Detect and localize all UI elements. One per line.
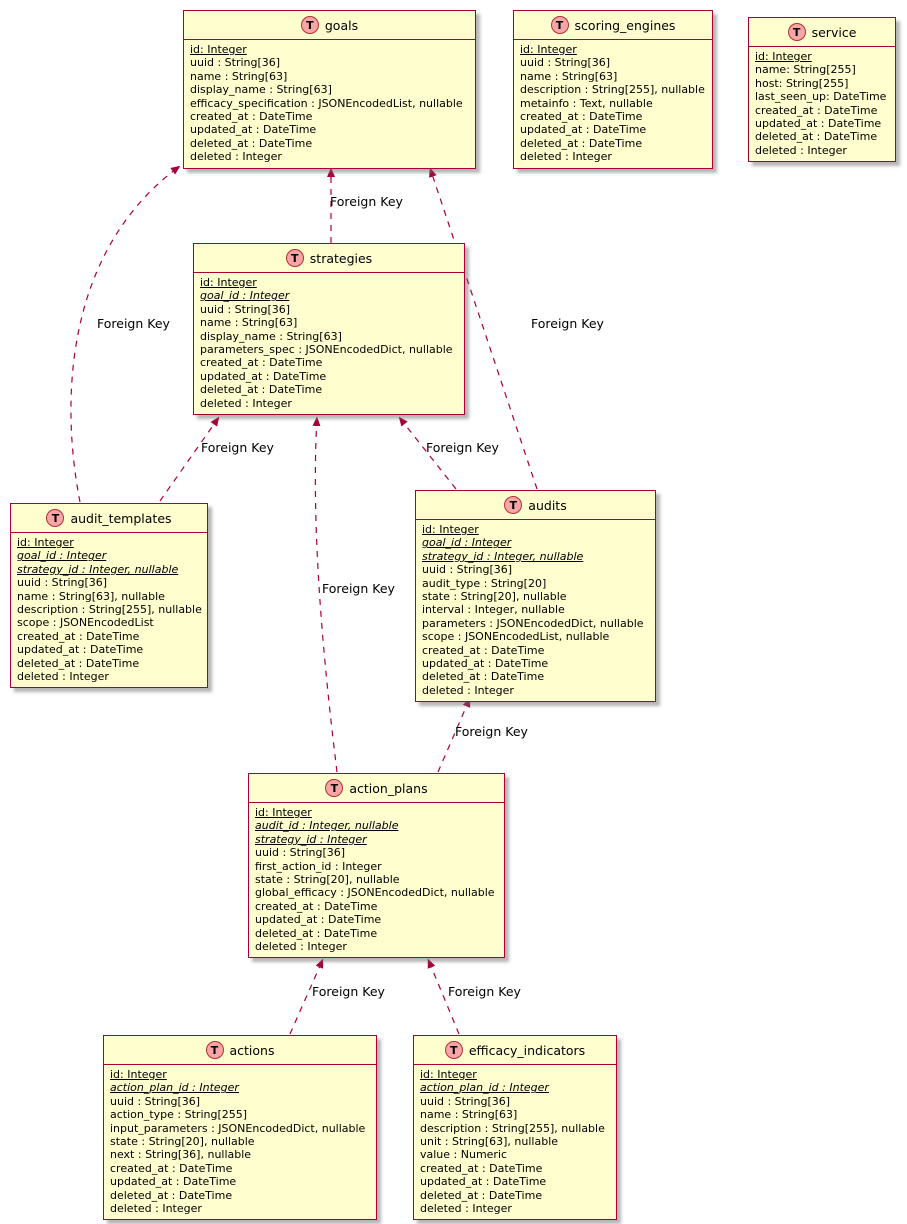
- relation-label-audit_templates-to-goals: Foreign Key: [97, 316, 170, 331]
- field-row: id: Integer: [200, 276, 257, 289]
- field-row: state : String[20], nullable: [422, 590, 567, 604]
- table-header-action_plans: [249, 774, 504, 803]
- field-row: name: String[255]: [755, 63, 856, 77]
- field-row: host: String[255]: [755, 76, 849, 90]
- field-row: goal_id : Integer: [200, 289, 290, 303]
- field-row: deleted : Integer: [190, 150, 282, 164]
- field-row: deleted_at : DateTime: [422, 670, 545, 684]
- table-icon: T: [301, 16, 319, 34]
- field-row: created_at : DateTime: [520, 110, 643, 124]
- table-fields: [184, 40, 475, 168]
- field-row: parameters_spec : JSONEncodedDict, nullable: [200, 343, 453, 357]
- table-title: service: [811, 24, 857, 40]
- table-title: actions: [229, 1042, 275, 1058]
- field-row: uuid : String[36]: [422, 563, 513, 577]
- table-service: [748, 17, 896, 162]
- field-row: id: Integer: [255, 806, 312, 819]
- field-row: updated_at : DateTime: [420, 1175, 547, 1189]
- field-row: description : String[255], nullable: [520, 83, 705, 97]
- field-row: id: Integer: [190, 43, 247, 56]
- field-row: metainfo : Text, nullable: [520, 96, 653, 110]
- field-row: first_action_id : Integer: [255, 859, 382, 873]
- field-row: audit_id : Integer, nullable: [255, 819, 399, 833]
- relation-label-audits-to-goals: Foreign Key: [531, 316, 604, 331]
- field-row: name : String[63]: [200, 316, 298, 330]
- field-row: goal_id : Integer: [17, 549, 107, 563]
- field-row: scope : JSONEncodedList, nullable: [422, 630, 610, 644]
- field-row: strategy_id : Integer: [255, 832, 367, 846]
- table-efficacy_indicators: [413, 1035, 617, 1220]
- field-row: display_name : String[63]: [190, 83, 332, 97]
- field-row: created_at : DateTime: [420, 1161, 543, 1175]
- field-row: id: Integer: [520, 43, 577, 56]
- relation-audit_templates-to-strategies: [160, 417, 219, 501]
- table-header-strategies: [194, 244, 464, 273]
- field-row: id: Integer: [110, 1068, 167, 1081]
- field-row: description : String[255], nullable: [420, 1121, 605, 1135]
- field-row: last_seen_up: DateTime: [755, 90, 887, 104]
- field-row: interval : Integer, nullable: [422, 603, 565, 617]
- table-icon: T: [504, 496, 522, 514]
- relation-label-audit_templates-to-strategies: Foreign Key: [201, 440, 274, 455]
- field-row: state : String[20], nullable: [110, 1135, 255, 1149]
- field-row: name : String[63]: [420, 1108, 518, 1122]
- field-row: deleted_at : DateTime: [420, 1188, 543, 1202]
- table-title: action_plans: [349, 780, 428, 796]
- field-row: updated_at : DateTime: [17, 643, 144, 657]
- table-header-audits: [416, 491, 655, 520]
- field-row: created_at : DateTime: [110, 1161, 233, 1175]
- relation-label-action_plans-to-strategies: Foreign Key: [322, 581, 395, 596]
- relation-label-strategies-to-goals: Foreign Key: [330, 194, 403, 209]
- table-fields: [11, 533, 207, 687]
- field-row: deleted_at : DateTime: [520, 136, 643, 150]
- table-title: goals: [324, 17, 359, 33]
- table-icon: T: [445, 1041, 463, 1059]
- field-row: efficacy_specification : JSONEncodedList, nullable: [190, 96, 463, 110]
- table-icon: T: [788, 23, 806, 41]
- field-row: deleted : Integer: [200, 396, 292, 410]
- field-row: deleted_at : DateTime: [17, 656, 140, 670]
- field-row: value : Numeric: [420, 1148, 508, 1162]
- field-row: uuid : String[36]: [110, 1094, 201, 1108]
- field-row: unit : String[63], nullable: [420, 1135, 559, 1149]
- field-row: deleted : Integer: [255, 940, 347, 954]
- table-fields: [104, 1065, 376, 1219]
- relation-label-audits-to-strategies: Foreign Key: [426, 440, 499, 455]
- field-row: created_at : DateTime: [200, 356, 323, 370]
- table-icon: T: [551, 16, 569, 34]
- field-row: updated_at : DateTime: [755, 117, 882, 131]
- field-row: id: Integer: [420, 1068, 477, 1081]
- table-header-scoring_engines: [514, 11, 712, 40]
- table-title: strategies: [309, 250, 373, 266]
- field-row: action_plan_id : Integer: [110, 1081, 239, 1095]
- field-row: created_at : DateTime: [422, 643, 545, 657]
- field-row: deleted : Integer: [520, 150, 612, 164]
- field-row: updated_at : DateTime: [200, 369, 327, 383]
- field-row: audit_type : String[20]: [422, 576, 547, 590]
- field-row: id: Integer: [422, 523, 479, 536]
- table-title: audits: [528, 497, 567, 513]
- field-row: global_efficacy : JSONEncodedDict, nullable: [255, 886, 495, 900]
- field-row: updated_at : DateTime: [190, 123, 317, 137]
- relation-label-efficacy_indicators-to-action_plans: Foreign Key: [448, 984, 521, 999]
- field-row: deleted_at : DateTime: [255, 926, 378, 940]
- field-row: updated_at : DateTime: [110, 1175, 237, 1189]
- field-row: uuid : String[36]: [420, 1094, 511, 1108]
- field-row: id: Integer: [755, 50, 812, 63]
- field-row: id: Integer: [17, 536, 74, 549]
- field-row: name : String[63], nullable: [17, 589, 165, 603]
- table-fields: [416, 520, 655, 701]
- field-row: updated_at : DateTime: [520, 123, 647, 137]
- field-row: deleted : Integer: [755, 143, 847, 157]
- relation-label-action_plans-to-audits: Foreign Key: [455, 724, 528, 739]
- field-row: deleted : Integer: [420, 1202, 512, 1216]
- field-row: created_at : DateTime: [755, 103, 878, 117]
- field-row: name : String[63]: [190, 69, 288, 83]
- table-fields: [194, 273, 464, 414]
- table-icon: T: [206, 1041, 224, 1059]
- field-row: deleted_at : DateTime: [755, 130, 878, 144]
- table-fields: [249, 803, 504, 957]
- field-row: next : String[36], nullable: [110, 1148, 252, 1162]
- field-row: created_at : DateTime: [190, 110, 313, 124]
- field-row: deleted_at : DateTime: [110, 1188, 233, 1202]
- field-row: strategy_id : Integer, nullable: [17, 562, 179, 576]
- table-header-efficacy_indicators: [414, 1036, 616, 1065]
- table-icon: T: [286, 249, 304, 267]
- field-row: deleted : Integer: [17, 670, 109, 684]
- table-fields: [414, 1065, 616, 1219]
- field-row: created_at : DateTime: [17, 629, 140, 643]
- field-row: updated_at : DateTime: [255, 913, 382, 927]
- field-row: action_type : String[255]: [110, 1108, 248, 1122]
- field-row: uuid : String[36]: [200, 302, 291, 316]
- field-row: state : String[20], nullable: [255, 873, 400, 887]
- field-row: goal_id : Integer: [422, 536, 512, 550]
- field-row: parameters : JSONEncodedDict, nullable: [422, 616, 644, 630]
- table-icon: T: [46, 509, 64, 527]
- table-icon: T: [325, 779, 343, 797]
- table-header-actions: [104, 1036, 376, 1065]
- relation-audit_templates-to-goals: [71, 166, 180, 502]
- field-row: updated_at : DateTime: [422, 657, 549, 671]
- table-audits: [415, 490, 656, 702]
- field-row: action_plan_id : Integer: [420, 1081, 549, 1095]
- table-action_plans: [248, 773, 505, 958]
- field-row: uuid : String[36]: [520, 56, 611, 70]
- field-row: created_at : DateTime: [255, 899, 378, 913]
- table-scoring_engines: [513, 10, 713, 169]
- field-row: deleted : Integer: [110, 1202, 202, 1216]
- field-row: display_name : String[63]: [200, 329, 342, 343]
- field-row: uuid : String[36]: [255, 846, 346, 860]
- table-header-goals: [184, 11, 475, 40]
- field-row: uuid : String[36]: [17, 576, 108, 590]
- field-row: deleted_at : DateTime: [200, 383, 323, 397]
- field-row: description : String[255], nullable: [17, 603, 202, 617]
- table-header-audit_templates: [11, 504, 207, 533]
- table-title: scoring_engines: [574, 17, 676, 33]
- field-row: deleted : Integer: [422, 683, 514, 697]
- table-fields: [514, 40, 712, 168]
- table-strategies: [193, 243, 465, 415]
- field-row: strategy_id : Integer, nullable: [422, 549, 584, 563]
- table-fields: [749, 47, 895, 161]
- relation-label-actions-to-action_plans: Foreign Key: [312, 984, 385, 999]
- field-row: deleted_at : DateTime: [190, 136, 313, 150]
- table-title: audit_templates: [70, 510, 172, 526]
- field-row: name : String[63]: [520, 69, 618, 83]
- field-row: input_parameters : JSONEncodedDict, nullable: [110, 1121, 366, 1135]
- field-row: uuid : String[36]: [190, 56, 281, 70]
- table-goals: [183, 10, 476, 169]
- table-actions: [103, 1035, 377, 1220]
- table-title: efficacy_indicators: [468, 1042, 586, 1058]
- table-header-service: [749, 18, 895, 47]
- table-audit_templates: [10, 503, 208, 688]
- field-row: scope : JSONEncodedList: [17, 616, 154, 630]
